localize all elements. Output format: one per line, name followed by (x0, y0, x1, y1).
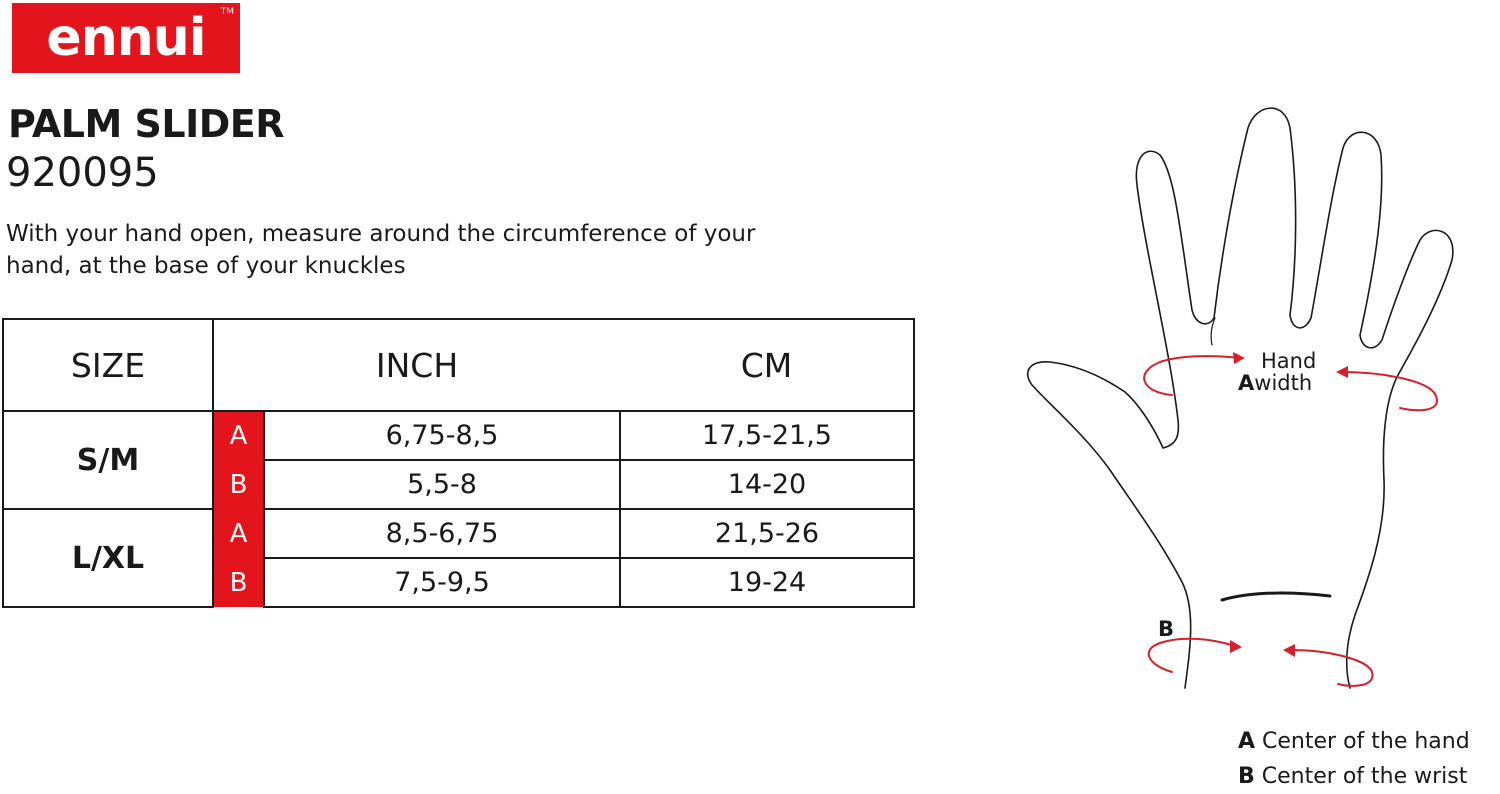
b-letter: B (1158, 617, 1175, 641)
legend-letter: B (1238, 764, 1255, 789)
a-letter: A (1238, 371, 1255, 395)
cm-value: 14-20 (620, 460, 914, 509)
table-row (3, 411, 914, 460)
hand-width-label (1238, 372, 1312, 394)
product-code: 920095 (6, 150, 159, 196)
size-label-lxl: L/XL (3, 509, 213, 607)
hand-diagram (1020, 100, 1500, 700)
measure-letter: A (213, 411, 264, 460)
arrowhead-icon (1230, 640, 1242, 653)
header-size: SIZE (3, 319, 213, 411)
wrist-arrow-left (1149, 639, 1235, 672)
wrist-crease (1222, 593, 1330, 600)
inch-value: 6,75-8,5 (264, 411, 620, 460)
arrowhead-icon (1336, 366, 1348, 378)
cm-value: 21,5-26 (620, 509, 914, 558)
measure-letter: B (213, 460, 264, 509)
measuring-instructions: With your hand open, measure around the circumference of your hand, at the base of your knuckles (6, 221, 756, 279)
hand-outline (1028, 108, 1453, 688)
wrist-arrow-right (1290, 650, 1372, 686)
measure-letter: B (213, 558, 264, 607)
header-inch: INCH (213, 319, 620, 411)
hand-width-arrow-right (1342, 372, 1437, 410)
brand-logo-text: ennui (46, 8, 206, 68)
measure-letter: A (213, 509, 264, 558)
legend-letter: A (1238, 729, 1256, 754)
cm-value: 17,5-21,5 (620, 411, 914, 460)
legend (1238, 724, 1470, 794)
legend-text: Center of the wrist (1261, 764, 1468, 789)
cm-value: 19-24 (620, 558, 914, 607)
width-label: width (1254, 371, 1313, 395)
inch-value: 7,5-9,5 (264, 558, 620, 607)
inch-value: 8,5-6,75 (264, 509, 620, 558)
legend-item (1238, 724, 1470, 759)
legend-text: Center of the hand (1262, 729, 1470, 754)
wrist-label (1158, 618, 1174, 640)
hand-width-arrow-left (1144, 356, 1240, 395)
legend-item (1238, 759, 1470, 794)
inch-value: 5,5-8 (264, 460, 620, 509)
header-cm: CM (620, 319, 914, 411)
table-header-row (3, 319, 914, 411)
arrowhead-icon (1283, 644, 1295, 657)
brand-logo (12, 3, 240, 73)
product-name: PALM SLIDER (8, 102, 285, 146)
trademark-mark: TM (220, 7, 234, 17)
table-row (3, 509, 914, 558)
arrowhead-icon (1233, 352, 1245, 364)
size-table (2, 318, 915, 608)
hand-label: Hand (1261, 349, 1317, 373)
size-label-sm: S/M (3, 411, 213, 509)
